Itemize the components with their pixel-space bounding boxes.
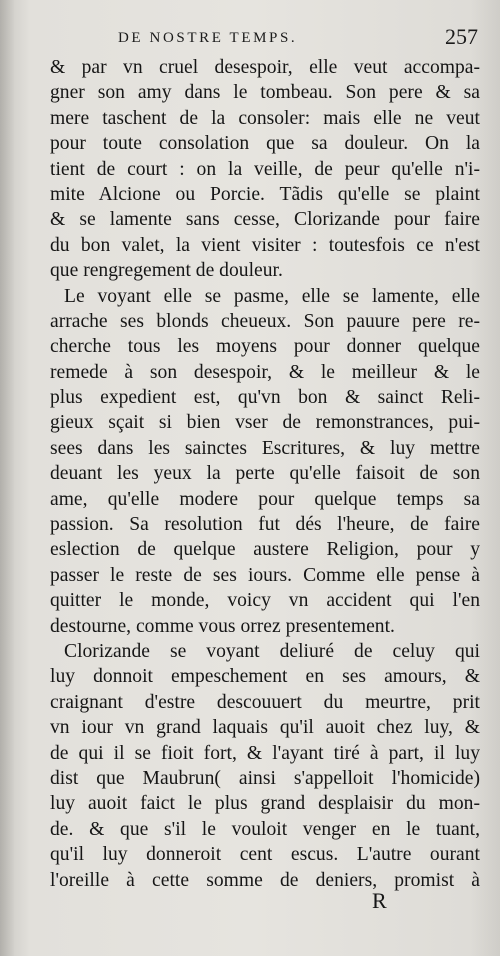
text-line: pour toute consolation que sa douleur. On la <box>50 133 480 155</box>
text-line: que rengregement de douleur. <box>50 260 283 282</box>
text-line: de qui il se fioit fort, & l'ayant tiré à part, il luy <box>50 742 480 764</box>
page-gutter-shadow <box>0 0 14 956</box>
text-line: eslection de quelque austere Religion, pour y <box>50 539 480 561</box>
text-line: du bon valet, la vient visiter : toutesfois ce n'est <box>50 234 480 256</box>
body-text <box>50 55 480 893</box>
text-line: destourne, comme vous orrez presentement. <box>50 615 395 637</box>
text-line: plus expedient est, qu'vn bon & sainct Reli- <box>50 387 480 409</box>
text-line: gieux sçait si bien vser de remonstrances, pui- <box>50 412 480 434</box>
text-line: mite Alcione ou Porcie. Tãdis qu'elle se plaint <box>50 183 480 205</box>
text-line: luy auoit faict le plus grand desplaisir du mon- <box>50 793 480 815</box>
text-line: passer le reste de ses iours. Comme elle pense à <box>50 564 480 586</box>
text-line: arrache ses blonds cheueux. Son pauure pere re- <box>50 310 480 332</box>
text-line: gner son amy dans le tombeau. Son pere & sa <box>50 82 480 104</box>
text-line: passion. Sa resolution fut dés l'heure, de faire <box>50 514 480 536</box>
text-line: & se lamente sans cesse, Clorizande pour faire <box>50 209 480 231</box>
text-line: mere taschent de la consoler: mais elle ne veut <box>50 107 480 129</box>
text-line: sees dans les sainctes Escritures, & luy mettre <box>50 437 480 459</box>
text-line: l'oreille à cette somme de deniers, promist à <box>50 869 480 891</box>
text-line: & par vn cruel desespoir, elle veut accompa- <box>50 57 480 78</box>
text-line: cherche tous les moyens pour donner quelque <box>50 336 480 358</box>
text-line: Clorizande se voyant deliuré de celuy qui <box>64 640 480 662</box>
text-line: Le voyant elle se pasme, elle se lamente, elle <box>64 285 480 307</box>
text-line: deuant les yeux la perte qu'elle faisoit de son <box>50 463 480 485</box>
text-line: qu'il luy donneroit cent escus. L'autre ourant <box>50 844 480 866</box>
text-line: ame, qu'elle modere pour quelque temps sa <box>50 488 480 510</box>
page-header <box>0 24 500 52</box>
text-line: dist que Maubrun( ainsi s'appelloit l'homicide) <box>50 767 480 789</box>
signature-mark: R <box>372 888 387 913</box>
text-line: vn iour vn grand laquais qu'il auoit chez luy, & <box>50 717 480 739</box>
page-number: 257 <box>445 24 478 49</box>
text-line: craignant d'estre descouuert du meurtre, prit <box>50 691 480 713</box>
text-line: luy donnoit empeschement en ses amours, & <box>50 666 480 688</box>
text-line: remede à son desespoir, & le meilleur & le <box>50 361 480 383</box>
text-line: quitter le monde, voicy vn accident qui l'en <box>50 590 480 612</box>
text-line: de. & que s'il le vouloit venger en le tuant, <box>50 818 480 840</box>
text-line: tient de court : on la veille, de peur qu'elle n'i- <box>50 158 480 180</box>
running-title: DE NOSTRE TEMPS. <box>118 30 298 46</box>
